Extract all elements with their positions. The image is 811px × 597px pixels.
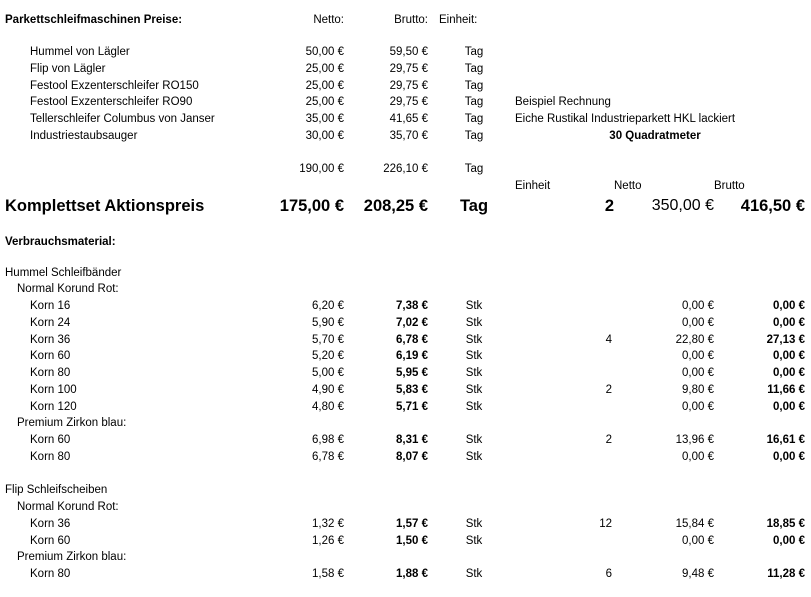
netto-header: Netto: — [313, 14, 344, 26]
item-sum-brutto: 27,13 € — [766, 333, 805, 346]
komplettset-brutto: 208,25 € — [363, 197, 428, 215]
item-brutto: 8,31 € — [396, 434, 428, 446]
example-col-einheit: Einheit — [515, 180, 551, 192]
item-netto: 1,58 € — [312, 568, 344, 580]
machine-total-brutto: 226,10 € — [383, 163, 428, 175]
item-name: Korn 80 — [30, 450, 71, 463]
item-brutto: 6,78 € — [396, 333, 428, 346]
item-brutto: 7,38 € — [396, 300, 428, 312]
item-sum-brutto: 0,00 € — [773, 350, 805, 363]
item-name: Korn 80 — [30, 367, 71, 380]
item-netto: 6,78 € — [312, 450, 344, 463]
komplettset-sum-netto: 350,00 € — [651, 197, 714, 214]
item-sum-netto: 9,80 € — [682, 384, 714, 396]
machine-brutto: 35,70 € — [389, 130, 428, 142]
item-unit: Stk — [465, 367, 483, 380]
example-product: Eiche Rustikal Industrieparkett HKL lackiert — [515, 113, 736, 125]
item-name: Korn 60 — [30, 534, 71, 547]
machine-unit: Tag — [464, 62, 484, 75]
item-netto: 4,80 € — [312, 400, 344, 413]
flip-section-title: Flip Schleifscheiben — [5, 484, 108, 496]
flip-normal-label: Normal Korund Rot: — [17, 501, 119, 513]
item-unit: Stk — [465, 316, 483, 329]
machine-brutto: 29,75 € — [389, 96, 428, 109]
example-col-netto: Netto — [614, 180, 642, 192]
machine-total-netto: 190,00 € — [299, 163, 344, 175]
machine-brutto: 29,75 € — [389, 79, 428, 92]
item-name: Korn 60 — [30, 434, 71, 446]
item-netto: 1,26 € — [312, 534, 344, 547]
item-brutto: 6,19 € — [396, 350, 428, 363]
item-sum-brutto: 11,28 € — [767, 568, 805, 580]
item-netto: 1,32 € — [312, 518, 344, 530]
hummel-normal-label: Normal Korund Rot: — [17, 283, 119, 295]
item-sum-brutto: 0,00 € — [773, 534, 805, 547]
item-unit: Stk — [465, 568, 483, 580]
item-sum-brutto: 11,66 € — [767, 384, 805, 396]
item-name: Korn 36 — [30, 518, 71, 530]
machine-name: Industriestaubsauger — [30, 130, 138, 142]
item-unit: Stk — [465, 384, 483, 396]
item-netto: 6,20 € — [312, 300, 344, 312]
item-netto: 5,70 € — [312, 333, 344, 346]
item-qty: 12 — [599, 518, 612, 530]
machine-name: Flip von Lägler — [30, 62, 106, 75]
item-sum-brutto: 0,00 € — [773, 450, 805, 463]
item-sum-netto: 0,00 € — [682, 534, 714, 547]
item-sum-netto: 0,00 € — [682, 300, 714, 312]
komplettset-sum-brutto: 416,50 € — [740, 197, 805, 215]
item-unit: Stk — [465, 333, 483, 346]
item-netto: 5,00 € — [312, 367, 344, 380]
item-unit: Stk — [465, 518, 483, 530]
item-sum-netto: 0,00 € — [682, 367, 714, 380]
machine-unit: Tag — [464, 130, 484, 142]
item-sum-netto: 0,00 € — [682, 316, 714, 329]
machine-netto: 30,00 € — [305, 130, 344, 142]
item-unit: Stk — [465, 534, 483, 547]
machine-brutto: 41,65 € — [389, 113, 428, 126]
item-unit: Stk — [465, 450, 483, 463]
item-unit: Stk — [465, 434, 483, 446]
machine-name: Festool Exzenterschleifer RO90 — [30, 96, 193, 109]
hummel-premium-label: Premium Zirkon blau: — [17, 417, 127, 429]
machine-name: Festool Exzenterschleifer RO150 — [30, 79, 199, 92]
machine-unit: Tag — [464, 79, 484, 92]
consumables-title: Verbrauchsmaterial: — [5, 236, 116, 248]
example-invoice-label: Beispiel Rechnung — [515, 96, 611, 108]
item-qty: 4 — [605, 333, 612, 346]
machine-netto: 35,00 € — [305, 113, 344, 126]
item-brutto: 7,02 € — [396, 316, 428, 329]
item-brutto: 1,57 € — [396, 518, 428, 530]
machine-unit: Tag — [464, 113, 484, 126]
item-netto: 5,20 € — [312, 350, 344, 363]
machine-unit: Tag — [464, 46, 484, 58]
item-brutto: 5,71 € — [396, 400, 428, 413]
item-qty: 2 — [605, 384, 612, 396]
item-sum-brutto: 0,00 € — [773, 367, 805, 380]
machine-netto: 25,00 € — [305, 79, 344, 92]
item-unit: Stk — [465, 350, 483, 363]
item-name: Korn 60 — [30, 350, 71, 363]
item-netto: 6,98 € — [312, 434, 344, 446]
machine-total-unit: Tag — [464, 163, 484, 175]
item-unit: Stk — [465, 400, 483, 413]
item-sum-netto: 0,00 € — [682, 350, 714, 363]
item-sum-netto: 0,00 € — [682, 450, 714, 463]
item-sum-brutto: 0,00 € — [773, 400, 805, 413]
item-qty: 2 — [605, 434, 612, 446]
komplettset-qty: 2 — [604, 197, 614, 215]
item-name: Korn 36 — [30, 333, 71, 346]
machine-brutto: 29,75 € — [389, 62, 428, 75]
item-brutto: 5,95 € — [396, 367, 428, 380]
machine-unit: Tag — [464, 96, 484, 109]
einheit-header: Einheit: — [439, 14, 478, 26]
item-brutto: 1,88 € — [396, 568, 428, 580]
machine-brutto: 59,50 € — [389, 46, 428, 58]
machine-netto: 25,00 € — [305, 62, 344, 75]
item-sum-brutto: 16,61 € — [766, 434, 805, 446]
item-sum-netto: 9,48 € — [682, 568, 714, 580]
komplettset-netto: 175,00 € — [279, 197, 344, 215]
item-sum-brutto: 0,00 € — [773, 300, 805, 312]
example-col-brutto: Brutto — [714, 180, 745, 192]
item-sum-brutto: 18,85 € — [766, 518, 805, 530]
item-brutto: 8,07 € — [396, 450, 428, 463]
item-sum-netto: 0,00 € — [682, 400, 714, 413]
item-netto: 5,90 € — [312, 316, 344, 329]
item-unit: Stk — [465, 300, 483, 312]
komplettset-label: Komplettset Aktionspreis — [5, 197, 205, 215]
item-sum-brutto: 0,00 € — [773, 316, 805, 329]
flip-premium-label: Premium Zirkon blau: — [17, 551, 127, 563]
item-sum-netto: 13,96 € — [675, 434, 714, 446]
item-brutto: 5,83 € — [396, 384, 428, 396]
item-name: Korn 100 — [30, 384, 77, 396]
item-name: Korn 120 — [30, 400, 77, 413]
komplettset-unit: Tag — [459, 197, 489, 215]
example-area: 30 Quadratmeter — [609, 130, 701, 142]
item-brutto: 1,50 € — [396, 534, 428, 547]
item-sum-netto: 22,80 € — [675, 333, 714, 346]
hummel-section-title: Hummel Schleifbänder — [5, 267, 122, 279]
machine-name: Hummel von Lägler — [30, 46, 130, 58]
price-list-title: Parkettschleifmaschinen Preise: — [5, 14, 183, 26]
item-name: Korn 16 — [30, 300, 71, 312]
item-name: Korn 24 — [30, 316, 71, 329]
brutto-header: Brutto: — [394, 14, 428, 26]
machine-netto: 50,00 € — [305, 46, 344, 58]
item-sum-netto: 15,84 € — [675, 518, 714, 530]
machine-name: Tellerschleifer Columbus von Janser — [30, 113, 215, 126]
machine-netto: 25,00 € — [305, 96, 344, 109]
item-qty: 6 — [605, 568, 612, 580]
item-name: Korn 80 — [30, 568, 71, 580]
item-netto: 4,90 € — [312, 384, 344, 396]
